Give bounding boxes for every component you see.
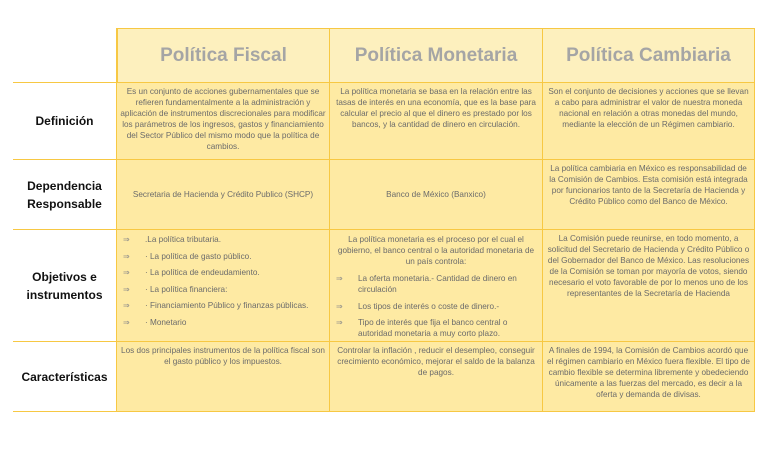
arrow-bullet-icon: ⇒ [123,301,130,310]
list-item-text: · Financiamiento Público y finanzas públicas. [145,301,309,310]
list-item [336,317,536,339]
arrow-bullet-icon: ⇒ [123,284,130,294]
objetivos-monetaria-intro: La política monetaria es el proceso por el cual el gobierno, el banco central o la autoridad monetaria de un país controla: [337,235,535,266]
arrow-bullet-icon: ⇒ [123,235,130,244]
row-label-dependencia: Dependencia Responsable [13,160,117,230]
list-item-text: · La política financiera: [145,284,228,294]
list-item [123,234,323,245]
arrow-bullet-icon: ⇒ [336,318,343,327]
list-item [123,317,323,328]
list-item-text: · Monetario [145,317,187,327]
objetivos-cambiaria: La Comisión puede reunirse, en todo momento, a solicitud del Secretario de Hacienda y Crédito Público o del Gobernador del Banco de México. Las resoluciones de la Comisión se toman por mayoría de votos, siendo necesario el voto favorable de por lo menos uno de los representantes de la Secretaría de Hacienda [543,230,755,342]
dependencia-monetaria: Banco de México (Banxico) [330,160,543,230]
arrow-bullet-icon: ⇒ [123,251,130,261]
list-item [123,284,323,295]
header-fiscal: Política Fiscal [117,28,330,83]
arrow-bullet-icon: ⇒ [123,317,130,327]
dependencia-cambiaria: La política cambiaria en México es responsabilidad de la Comisión de Cambios. Esta comisión está integrada por funcionarios tanto de la Secretaría de Hacienda y Crédito Público como del Banco de México. [543,160,755,230]
definicion-cambiaria: Son el conjunto de decisiones y acciones que se llevan a cabo para administrar el valor de nuestra moneda nacional en relación a otras monedas del mundo, mediante la elección de un Régimen cambiario. [543,83,755,160]
list-item [336,273,536,295]
row-label-definicion: Definición [13,83,117,160]
list-item [123,251,323,262]
definicion-monetaria: La política monetaria se basa en la relación entre las tasas de interés en una economía, que es la base para calcular el precio al que el dinero es prestado por los bancos, y la cantidad de dinero en circulación. [330,83,543,160]
objetivos-fiscal [117,230,330,342]
caracteristicas-fiscal: Los dos principales instrumentos de la política fiscal son el gasto público y los impuestos. [117,342,330,412]
list-item [336,301,536,312]
arrow-bullet-icon: ⇒ [336,301,343,311]
dependencia-fiscal: Secretaria de Hacienda y Crédito Publico (SHCP) [117,160,330,230]
list-item-text: · La política de gasto público. [145,251,252,261]
caracteristicas-cambiaria: A finales de 1994, la Comisión de Cambios acordó que el régimen cambiario en México fuera flexible. El tipo de cambio flexible se determina libremente y obedeciendo únicamente a las fuerzas del mercado, es decir a la oferta y demanda de divisas. [543,342,755,412]
comparison-table [13,28,755,412]
list-item-text: .La política tributaria. [145,235,222,244]
definicion-fiscal: Es un conjunto de acciones gubernamentales que se refieren fundamentalmente a la administración y aplicación de instrumentos discrecionales para modificar los parámetros de los ingresos, gastos y financiamiento del Sector Público del mismo modo que la política de cambios. [117,83,330,160]
corner-cell [13,28,117,83]
arrow-bullet-icon: ⇒ [123,268,130,277]
objetivos-monetaria [330,230,543,342]
row-label-objetivos: Objetivos e instrumentos [13,230,117,342]
caracteristicas-monetaria: Controlar la inflación , reducir el desempleo, conseguir crecimiento económico, mejorar el saldo de la balanza de pagos. [330,342,543,412]
arrow-bullet-icon: ⇒ [336,274,343,283]
list-item [123,300,323,311]
list-item [123,267,323,278]
header-cambiaria: Política Cambiaria [543,28,755,83]
list-item-text: Tipo de interés que fija el banco central o autoridad monetaria a muy corto plazo. [358,318,508,338]
list-item-text: La oferta monetaria.- Cantidad de dinero en circulación [358,274,517,294]
row-label-caracteristicas: Características [13,342,117,412]
list-item-text: · La política de endeudamiento. [145,268,260,277]
list-item-text: Los tipos de interés o coste de dinero.- [358,301,500,311]
header-monetaria: Política Monetaria [330,28,543,83]
